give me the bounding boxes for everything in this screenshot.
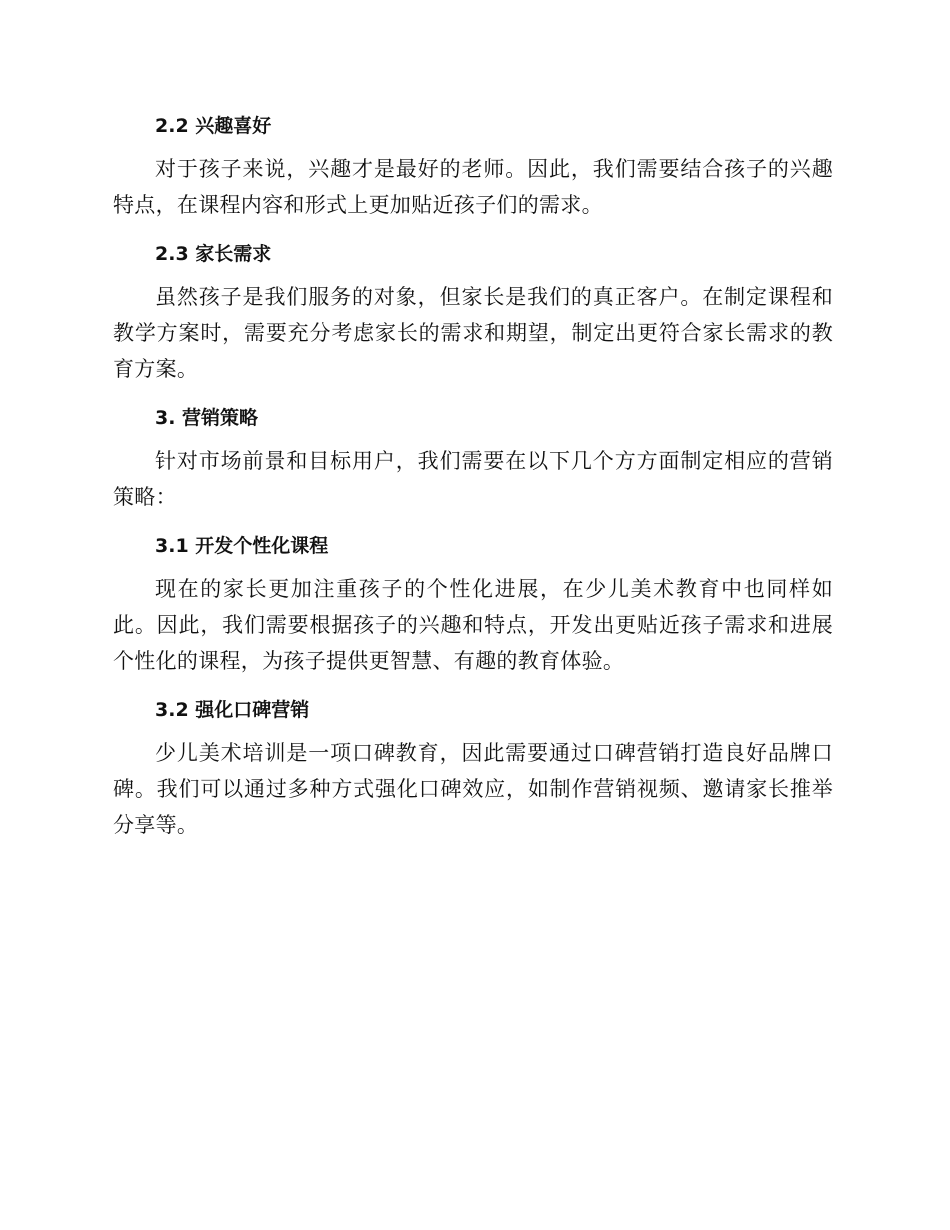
section-heading-marketing-strategy: 3. 营销策略 [155, 407, 259, 429]
document-body [113, 110, 833, 843]
section-heading-parent-needs: 2.3 家长需求 [155, 243, 272, 265]
section-paragraph-word-of-mouth: 少儿美术培训是一项口碑教育，因此需要通过口碑营销打造良好品牌口碑。我们可以通过多种方式强化口碑效应，如制作营销视频、邀请家长推举分享等。 [113, 741, 833, 837]
section-heading-personalized-courses: 3.1 开发个性化课程 [155, 535, 329, 557]
section-heading-interests: 2.2 兴趣喜好 [155, 115, 272, 137]
section-heading-word-of-mouth: 3.2 强化口碑营销 [155, 699, 310, 721]
section-paragraph-parent-needs: 虽然孩子是我们服务的对象，但家长是我们的真正客户。在制定课程和教学方案时，需要充分考虑家长的需求和期望，制定出更符合家长需求的教育方案。 [113, 285, 833, 381]
section-paragraph-marketing-strategy: 针对市场前景和目标用户，我们需要在以下几个方方面制定相应的营销策略： [113, 449, 833, 509]
section-paragraph-interests: 对于孩子来说，兴趣才是最好的老师。因此，我们需要结合孩子的兴趣特点，在课程内容和形式上更加贴近孩子们的需求。 [113, 157, 833, 217]
section-paragraph-personalized-courses: 现在的家长更加注重孩子的个性化进展，在少儿美术教育中也同样如此。因此，我们需要根据孩子的兴趣和特点，开发出更贴近孩子需求和进展个性化的课程，为孩子提供更智慧、有趣的教育体验。 [113, 577, 833, 673]
